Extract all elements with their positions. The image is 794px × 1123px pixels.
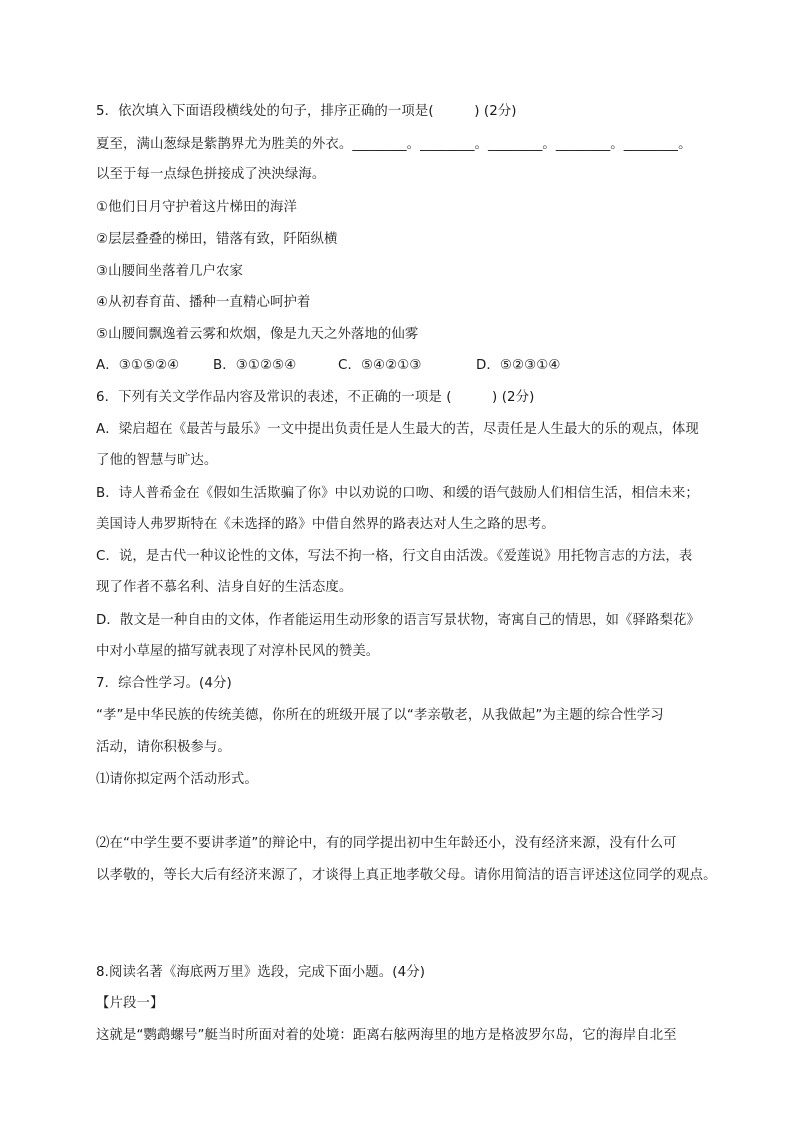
q5-paragraph-line-2: 以至于每一点绿色拼接成了泱泱绿海。 bbox=[96, 167, 326, 182]
q5-option-d: D．⑤②③①④ bbox=[476, 358, 561, 373]
q7-sub-2-line-2: 以孝敬的，等长大后有经济来源了，才谈得上真正地孝敬父母。请你用简洁的语言评述这位同学的观点。 bbox=[96, 868, 717, 883]
q5-options bbox=[96, 357, 560, 375]
q7-intro-line-2: 活动，请你积极参与。 bbox=[96, 740, 231, 755]
q6-option-c-line-2: 现了作者不慕名利、洁身自好的生活态度。 bbox=[96, 580, 353, 595]
q8-fragment-label: 【片段一】 bbox=[96, 996, 164, 1011]
q7-sub-1: ⑴请你拟定两个活动形式。 bbox=[96, 772, 258, 787]
q7-stem: 7．综合性学习。(4分) bbox=[96, 676, 232, 691]
q6-option-b-line-2: 美国诗人弗罗斯特在《未选择的路》中借自然界的路表达对人生之路的思考。 bbox=[96, 517, 555, 532]
q7-sub-2-line-1: ⑵在“中学生要不要讲孝道”的辩论中，有的同学提出初中生年龄还小，没有经济来源，没有什么可 bbox=[96, 836, 677, 851]
q5-option-b: B．③①②⑤④ bbox=[213, 358, 297, 373]
q5-option-c: C．⑤④②①③ bbox=[338, 358, 422, 373]
q6-option-a-line-2: 了他的智慧与旷达。 bbox=[96, 453, 218, 468]
q6-option-d-line-1: D．散文是一种自由的文体，作者能运用生动形象的语言写景状物，寄寓自己的情思，如《驿路梨花》 bbox=[96, 613, 700, 628]
q5-stem: 5．依次填入下面语段横线处的句子，排序正确的一项是( ) (2分) bbox=[96, 104, 517, 119]
q5-option-a: A．③①⑤②④ bbox=[96, 358, 180, 373]
q5-item-3: ③山腰间坐落着几户农家 bbox=[96, 264, 244, 279]
q5-item-1: ①他们日月守护着这片梯田的海洋 bbox=[96, 200, 297, 215]
q6-option-b-line-1: B．诗人普希金在《假如生活欺骗了你》中以劝说的口吻、和缓的语气鼓励人们相信生活，相信未来； bbox=[96, 486, 699, 501]
q8-text-line-1: 这就是“鹦鹉螺号”艇当时所面对着的处境：距离右舷两海里的地方是格波罗尔岛，它的海岸自北至 bbox=[96, 1028, 677, 1043]
q6-stem: 6．下列有关文学作品内容及常识的表述，不正确的一项是 ( ) (2分) bbox=[96, 390, 535, 405]
q5-item-4: ④从初春育苗、播种一直精心呵护着 bbox=[96, 295, 311, 310]
q5-paragraph-line-1: 夏至，满山葱绿是紫鹊界尤为胜美的外衣。________。________。________。________。________。 bbox=[96, 137, 692, 152]
q8-stem: 8.阅读名著《海底两万里》选段，完成下面小题。(4分) bbox=[96, 965, 426, 980]
q6-option-c-line-1: C．说，是古代一种议论性的文体，写法不拘一格，行文自由活泼。《爱莲说》用托物言志的方法，表 bbox=[96, 549, 693, 564]
q6-option-d-line-2: 中对小草屋的描写就表现了对淳朴民风的赞美。 bbox=[96, 644, 380, 659]
q6-option-a-line-1: A．梁启超在《最苦与最乐》一文中提出负责任是人生最大的苦，尽责任是人生最大的乐的观点，体现 bbox=[96, 422, 699, 437]
q7-intro-line-1: “孝”是中华民族的传统美德，你所在的班级开展了以“孝亲敬老，从我做起”为主题的综合性学习 bbox=[96, 708, 664, 723]
q5-item-5: ⑤山腰间飘逸着云雾和炊烟，像是九天之外落地的仙雾 bbox=[96, 327, 419, 342]
q5-item-2: ②层层叠叠的梯田，错落有致，阡陌纵横 bbox=[96, 232, 338, 247]
